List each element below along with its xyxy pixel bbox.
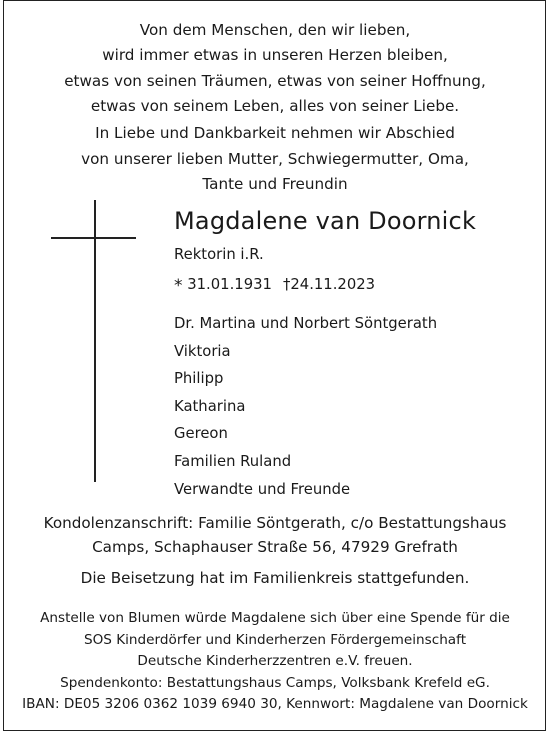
mourner-item: Viktoria [174, 342, 231, 360]
poem [0, 18, 550, 119]
farewell-line: Tante und Freundin [202, 175, 348, 193]
death-dagger-icon: † [282, 276, 291, 293]
donation-line: IBAN: DE05 3206 0362 1039 6940 30, Kennwort: Magdalene van Doornick [22, 696, 528, 713]
mourner-item: Verwandte und Freunde [174, 480, 351, 498]
birth-date: 31.01.1931 [187, 276, 272, 293]
poem-line: etwas von seinem Leben, alles von seiner Liebe. [90, 96, 460, 115]
cross-icon-horizontal [51, 237, 136, 239]
farewell-line: In Liebe und Dankbarkeit nehmen wir Abschied [95, 124, 455, 142]
birth-star-icon: * [174, 276, 183, 296]
address-line: Kondolenzanschrift: Familie Söntgerath, c/o Bestattungshaus [43, 514, 507, 532]
farewell-line: von unserer lieben Mutter, Schwiegermutter, Oma, [81, 149, 469, 168]
donation-line: Anstelle von Blumen würde Magdalene sich über eine Spende für die [40, 610, 510, 626]
cross-icon-vertical [94, 200, 96, 482]
mourner-item: Katharina [174, 397, 246, 415]
poem-line: wird immer etwas in unseren Herzen bleiben, [102, 46, 448, 65]
death-date: 24.11.2023 [290, 276, 376, 293]
mourner-item: Familien Ruland [174, 452, 292, 470]
poem-line: Von dem Menschen, den wir lieben, [139, 21, 411, 39]
deceased-title: Rektorin i.R. [174, 246, 264, 263]
life-dates [174, 274, 375, 294]
donation-info [0, 608, 550, 716]
farewell-text [0, 121, 550, 198]
burial-note: Die Beisetzung hat im Familienkreis stattgefunden. [80, 569, 470, 587]
mourner-item: Gereon [174, 425, 228, 443]
donation-line: SOS Kinderdörfer und Kinderherzen Fördergemeinschaft [83, 631, 467, 648]
mourners-list [174, 310, 437, 503]
poem-line: etwas von seinen Träumen, etwas von seiner Hoffnung, [64, 71, 486, 90]
address-line: Camps, Schaphauser Straße 56, 47929 Grefrath [92, 538, 458, 556]
donation-line: Spendenkonto: Bestattungshaus Camps, Volksbank Krefeld eG. [60, 674, 490, 691]
mourner-item: Philipp [174, 370, 224, 388]
mourner-item: Dr. Martina und Norbert Söntgerath [174, 315, 438, 332]
donation-line: Deutsche Kinderherzzentren e.V. freuen. [137, 653, 413, 670]
condolence-address [0, 511, 550, 559]
deceased-name: Magdalene van Doornick [174, 207, 477, 235]
